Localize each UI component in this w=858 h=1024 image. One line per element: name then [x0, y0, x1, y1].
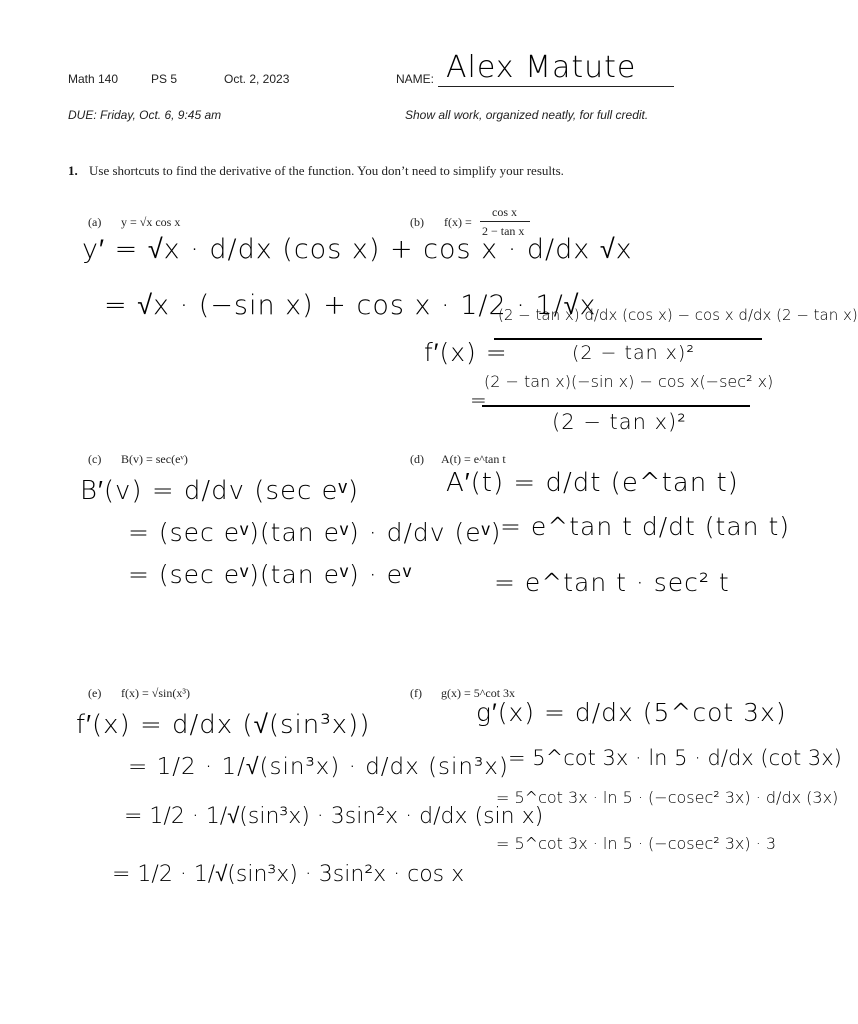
problem-b-work-2-denominator: (2 − tan x)²: [552, 410, 687, 434]
student-name-handwritten: Alex Matute: [446, 50, 637, 85]
problem-a-label: (a): [88, 215, 102, 229]
problem-d-label: (d): [410, 452, 424, 466]
problem-d-statement: A(t) = e^tan t: [441, 452, 506, 466]
problem-b-work-2-fraction-bar: [482, 405, 750, 407]
name-line: [438, 86, 674, 87]
problem-f-statement: g(x) = 5^cot 3x: [441, 686, 516, 700]
problem-b-work-1-denominator: (2 − tan x)²: [572, 342, 695, 364]
problem-c-statement: B(v) = sec(eᵛ): [121, 452, 188, 466]
problem-f-work-line-3: = 5^cot 3x · ln 5 · (−cosec² 3x) · d/dx (3x): [496, 788, 839, 807]
problem-e-label: (e): [88, 686, 102, 700]
problem-b-label: (b): [410, 215, 424, 229]
problem-a-work-line-1: y′ = √x · d/dx (cos x) + cos x · d/dx √x: [82, 234, 633, 265]
assignment-date: Oct. 2, 2023: [224, 72, 290, 86]
problem-f-work-line-1: g′(x) = d/dx (5^cot 3x): [476, 698, 787, 727]
problem-c-work-line-2: = (sec eᵛ)(tan eᵛ) · d/dv (eᵛ): [128, 518, 502, 547]
problem-e-work-line-1: f′(x) = d/dx (√(sin³x)): [76, 710, 371, 740]
instructions-note: Show all work, organized neatly, for full credit.: [405, 108, 649, 122]
due-date: DUE: Friday, Oct. 6, 9:45 am: [68, 108, 222, 122]
course-name: Math 140: [68, 72, 119, 86]
problem-b-statement-fraction-bar: [480, 221, 530, 222]
name-label: NAME:: [396, 72, 435, 86]
problem-e-work-line-2: = 1/2 · 1/√(sin³x) · d/dx (sin³x): [128, 754, 509, 780]
problem-c-label: (c): [88, 452, 102, 466]
problem-e-work-line-4: = 1/2 · 1/√(sin³x) · 3sin²x · cos x: [112, 862, 465, 887]
problem-b-work-1-fraction-bar: [494, 338, 762, 340]
problem-d-work-line-3: = e^tan t · sec² t: [494, 568, 730, 597]
problem-set-label: PS 5: [151, 72, 178, 86]
problem-b-work-2-equals: =: [470, 388, 488, 412]
problem-b-statement-lhs: f(x) =: [444, 215, 472, 229]
problem-e-work-line-3: = 1/2 · 1/√(sin³x) · 3sin²x · d/dx (sin x): [124, 804, 544, 829]
problem-f-work-line-4: = 5^cot 3x · ln 5 · (−cosec² 3x) · 3: [496, 834, 777, 853]
problem-d-work-line-1: A′(t) = d/dt (e^tan t): [446, 468, 739, 498]
problem-c-work-line-3: = (sec eᵛ)(tan eᵛ) · eᵛ: [128, 560, 412, 589]
problem-e-statement: f(x) = √sin(x³): [121, 686, 190, 700]
problem-c-work-line-1: B′(v) = d/dv (sec eᵛ): [80, 476, 360, 506]
problem-b-work-2-numerator: (2 − tan x)(−sin x) − cos x(−sec² x): [484, 372, 774, 391]
problem-b-work-1-numerator: (2 − tan x) d/dx (cos x) − cos x d/dx (2 − tan x): [498, 306, 858, 324]
problem-b-statement-numerator: cos x: [492, 205, 517, 219]
problem-f-work-line-2: = 5^cot 3x · ln 5 · d/dx (cot 3x): [508, 746, 842, 770]
problem-b-statement-denominator: 2 − tan x: [482, 224, 525, 238]
problem-d-work-line-2: = e^tan t d/dt (tan t): [500, 512, 791, 541]
question-text: Use shortcuts to find the derivative of the function. You don’t need to simplify your results.: [89, 163, 564, 178]
question-number: 1.: [68, 163, 78, 178]
problem-b-work-lhs: f′(x) =: [424, 338, 508, 367]
problem-a-statement: y = √x cos x: [121, 215, 181, 229]
problem-a-work-line-2: = √x · (−sin x) + cos x · 1/2 · 1/√x: [104, 290, 597, 321]
problem-f-label: (f): [410, 686, 422, 700]
